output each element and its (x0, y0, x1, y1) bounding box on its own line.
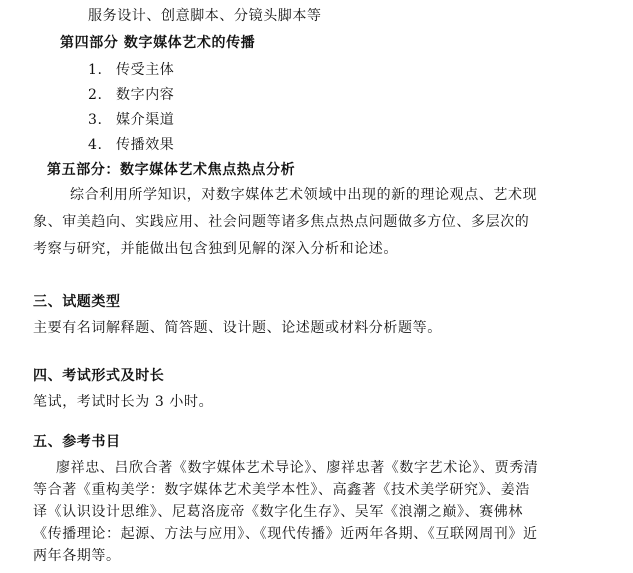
list-number: 1. (88, 62, 103, 78)
list-number: 3. (88, 112, 103, 128)
section4-heading: 四、考试形式及时长 (33, 368, 165, 384)
list-number: 2. (88, 87, 103, 103)
reference-line: 《传播理论：起源、方法与应用》、《现代传播》近两年各期、《互联网周刊》近 (33, 526, 538, 542)
section4-text: 笔试，考试时长为 3 小时。 (33, 394, 214, 410)
part4-item (88, 110, 174, 130)
list-item-text: 传受主体 (116, 62, 175, 78)
part4-item (88, 85, 174, 105)
list-item-text: 数字内容 (116, 87, 175, 103)
reference-line: 译《认识设计思维》、尼葛洛庞帝《数字化生存》、吴军《浪潮之巅》、赛佛林 (33, 504, 523, 520)
part5-heading: 第五部分：数字媒体艺术焦点热点分析 (47, 162, 296, 178)
list-number: 4. (88, 137, 103, 153)
reference-line: 两年各期等。 (33, 548, 121, 564)
part5-paragraph-line: 象、审美趋向、实践应用、社会问题等诸多焦点热点问题做多方位、多层次的 (33, 214, 530, 230)
part5-paragraph-line: 考察与研究，并能做出包含独到见解的深入分析和论述。 (33, 241, 398, 257)
continuation-text: 服务设计、创意脚本、分镜头脚本等 (88, 8, 322, 24)
reference-line: 等合著《重构美学：数字媒体艺术美学本性》、高鑫著《技术美学研究》、姜浩 (33, 482, 530, 498)
part5-paragraph-line: 综合利用所学知识，对数字媒体艺术领域中出现的新的理论观点、艺术现 (70, 187, 538, 203)
section3-heading: 三、试题类型 (33, 294, 121, 310)
part4-item (88, 135, 174, 155)
part4-heading: 第四部分 数字媒体艺术的传播 (60, 35, 256, 51)
reference-line: 廖祥忠、吕欣合著《数字媒体艺术导论》、廖祥忠著《数字艺术论》、贾秀清 (56, 460, 539, 476)
section3-text: 主要有名词解释题、简答题、设计题、论述题或材料分析题等。 (33, 320, 442, 336)
part4-item (88, 60, 174, 80)
section5-heading: 五、参考书目 (33, 434, 121, 450)
list-item-text: 传播效果 (116, 137, 175, 153)
list-item-text: 媒介渠道 (116, 112, 175, 128)
